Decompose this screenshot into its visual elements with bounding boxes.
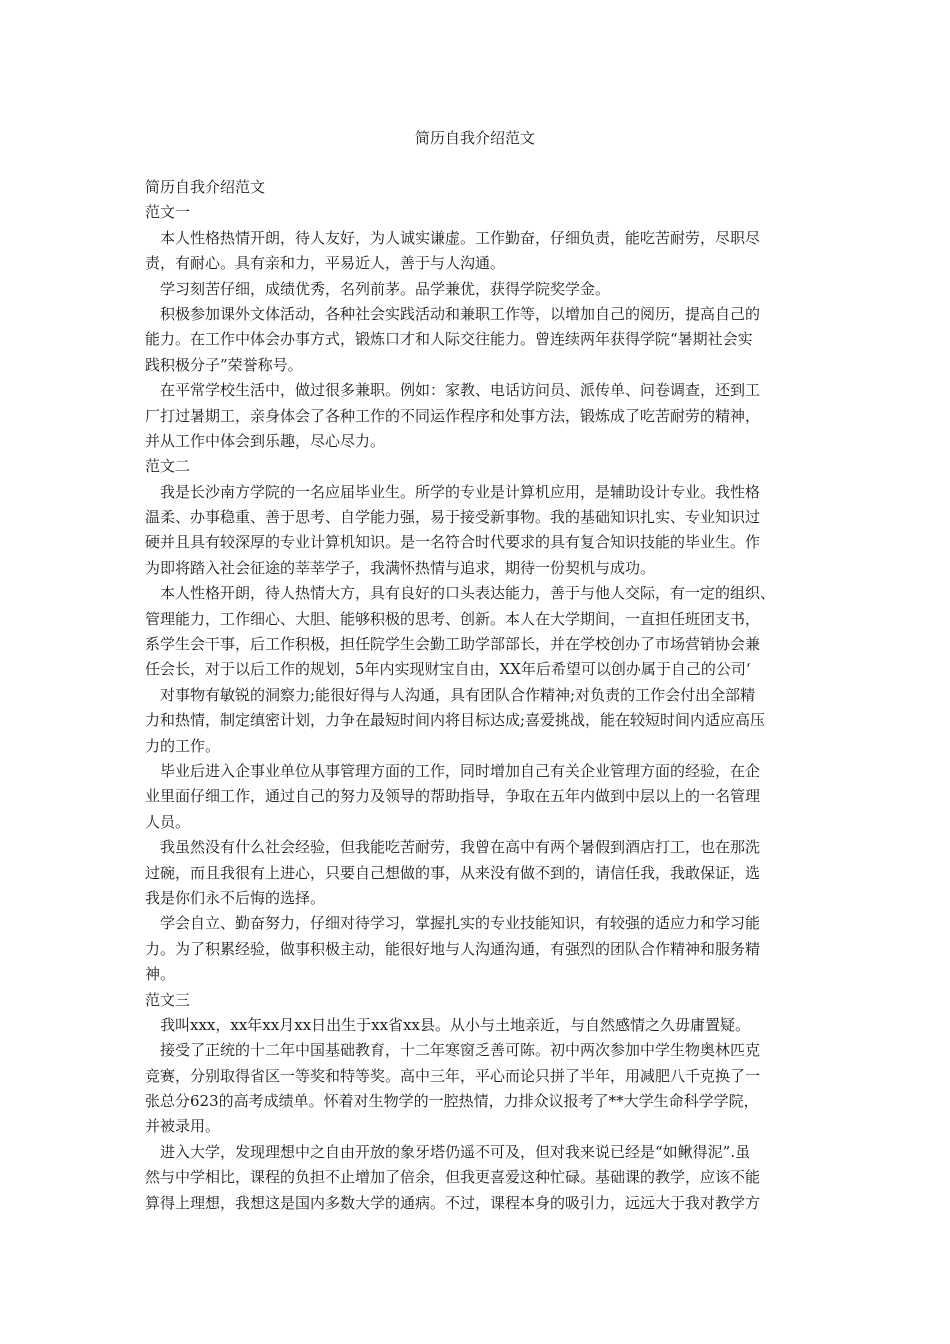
text-line: 我是长沙南方学院的一名应届毕业生。所学的专业是计算机应用，是辅助设计专业。我性格: [160, 482, 761, 501]
text-line: 践积极分子”荣誉称号。: [145, 355, 303, 374]
text-line: 管理能力，工作细心、大胆、能够积极的思考、创新。本人在大学期间，一直担任班团支书，: [145, 609, 761, 628]
text-line: 并从工作中体会到乐趣，尽心尽力。: [145, 431, 386, 450]
text-line: 范文二: [145, 457, 191, 476]
text-line: 并被录用。: [145, 1117, 221, 1136]
text-line: 我虽然没有什么社会经验，但我能吃苦耐劳，我曾在高中有两个暑假到酒店打工，也在那洗: [160, 838, 761, 857]
text-line: 张总分623的高考成绩单。怀着对生物学的一腔热情，力排众议报考了**大学生命科学学院，: [145, 1092, 759, 1111]
text-line: 力的工作。: [145, 736, 221, 755]
text-line: 学会自立、勤奋努力，仔细对待学习，掌握扎实的专业技能知识，有较强的适应力和学习能: [160, 914, 761, 933]
text-line: 本人性格开朗，待人热情大方，具有良好的口头表达能力，善于与他人交际，有一定的组织、: [160, 584, 776, 603]
text-line: 算得上理想，我想这是国内多数大学的通病。不过，课程本身的吸引力，远远大于我对教学方: [145, 1193, 761, 1212]
text-line: 硬并且具有较深厚的专业计算机知识。是一名符合时代要求的具有复合知识技能的毕业生。作: [145, 533, 761, 552]
text-line: 力和热情，制定缜密计划，力争在最短时间内将目标达成;喜爱挑战，能在较短时间内适应高压: [145, 711, 766, 730]
text-line: 本人性格热情开朗，待人友好，为人诚实谦虚。工作勤奋，仔细负责，能吃苦耐劳，尽职尽: [160, 228, 761, 247]
text-line: 我是你们永不后悔的选择。: [145, 888, 326, 907]
text-line: 对事物有敏锐的洞察力;能很好得与人沟通，具有团队合作精神;对负责的工作会付出全部精: [160, 685, 756, 704]
text-line: 责，有耐心。具有亲和力，平易近人，善于与人沟通。: [145, 254, 506, 273]
document-body: [145, 175, 820, 1216]
text-line: 厂打过暑期工，亲身体会了各种工作的不同运作程序和处事方法，锻炼成了吃苦耐劳的精神，: [145, 406, 761, 425]
text-line: 范文三: [145, 990, 191, 1009]
text-line: 我叫xxx，xx年xx月xx日出生于xx省xx县。从小与土地亲近，与自然感情之久毋庸置疑。: [160, 1015, 750, 1034]
text-line: 业里面仔细工作，通过自己的努力及领导的帮助指导，争取在五年内做到中层以上的一名管理: [145, 787, 761, 806]
text-line: 学习刻苦仔细，成绩优秀，名列前茅。品学兼优，获得学院奖学金。: [160, 279, 611, 298]
text-line: 人员。: [145, 812, 191, 831]
text-line: 任会长，对于以后工作的规划，5年内实现财宝自由，XX年后希望可以创办属于自己的公司‘: [145, 660, 751, 679]
text-line: 范文一: [145, 203, 191, 222]
text-line: 积极参加课外文体活动，各种社会实践活动和兼职工作等，以增加自己的阅历，提高自己的: [160, 304, 761, 323]
text-line: 接受了正统的十二年中国基础教育，十二年寒窗乏善可陈。初中两次参加中学生物奥林匹克: [160, 1041, 761, 1060]
document-title: 简历自我介绍范文: [414, 129, 535, 147]
text-line: 为即将踏入社会征途的莘莘学子，我满怀热情与追求，期待一份契机与成功。: [145, 558, 656, 577]
text-line: 温柔、办事稳重、善于思考、自学能力强，易于接受新事物。我的基础知识扎实、专业知识过: [145, 508, 761, 527]
text-line: 系学生会干事，后工作积极，担任院学生会勤工助学部部长，并在学校创办了市场营销协会兼: [145, 635, 761, 654]
text-line: 简历自我介绍范文: [145, 178, 266, 196]
text-line: 竞赛，分别取得省区一等奖和特等奖。高中三年，平心而论只拼了半年，用减肥八千克换了一: [145, 1066, 761, 1085]
text-line: 然与中学相比，课程的负担不止增加了倍余，但我更喜爱这种忙碌。基础课的教学，应该不能: [145, 1168, 761, 1187]
text-line: 在平常学校生活中，做过很多兼职。例如：家教、电话访问员、派传单、问卷调查，还到工: [160, 381, 761, 400]
text-line: 过碗，而且我很有上进心，只要自己想做的事，从来没有做不到的，请信任我，我敢保证，选: [145, 863, 761, 882]
text-line: 毕业后进入企事业单位从事管理方面的工作，同时增加自己有关企业管理方面的经验，在企: [160, 761, 761, 780]
text-line: 神。: [145, 965, 176, 984]
text-line: 进入大学，发现理想中之自由开放的象牙塔仍遥不可及，但对我来说已经是“如鳅得泥”.虽: [160, 1142, 751, 1161]
text-line: 能力。在工作中体会办事方式，锻炼口才和人际交往能力。曾连续两年获得学院“暑期社会实: [145, 330, 753, 349]
text-line: 力。为了积累经验，做事积极主动，能很好地与人沟通沟通，有强烈的团队合作精神和服务精: [145, 939, 761, 958]
